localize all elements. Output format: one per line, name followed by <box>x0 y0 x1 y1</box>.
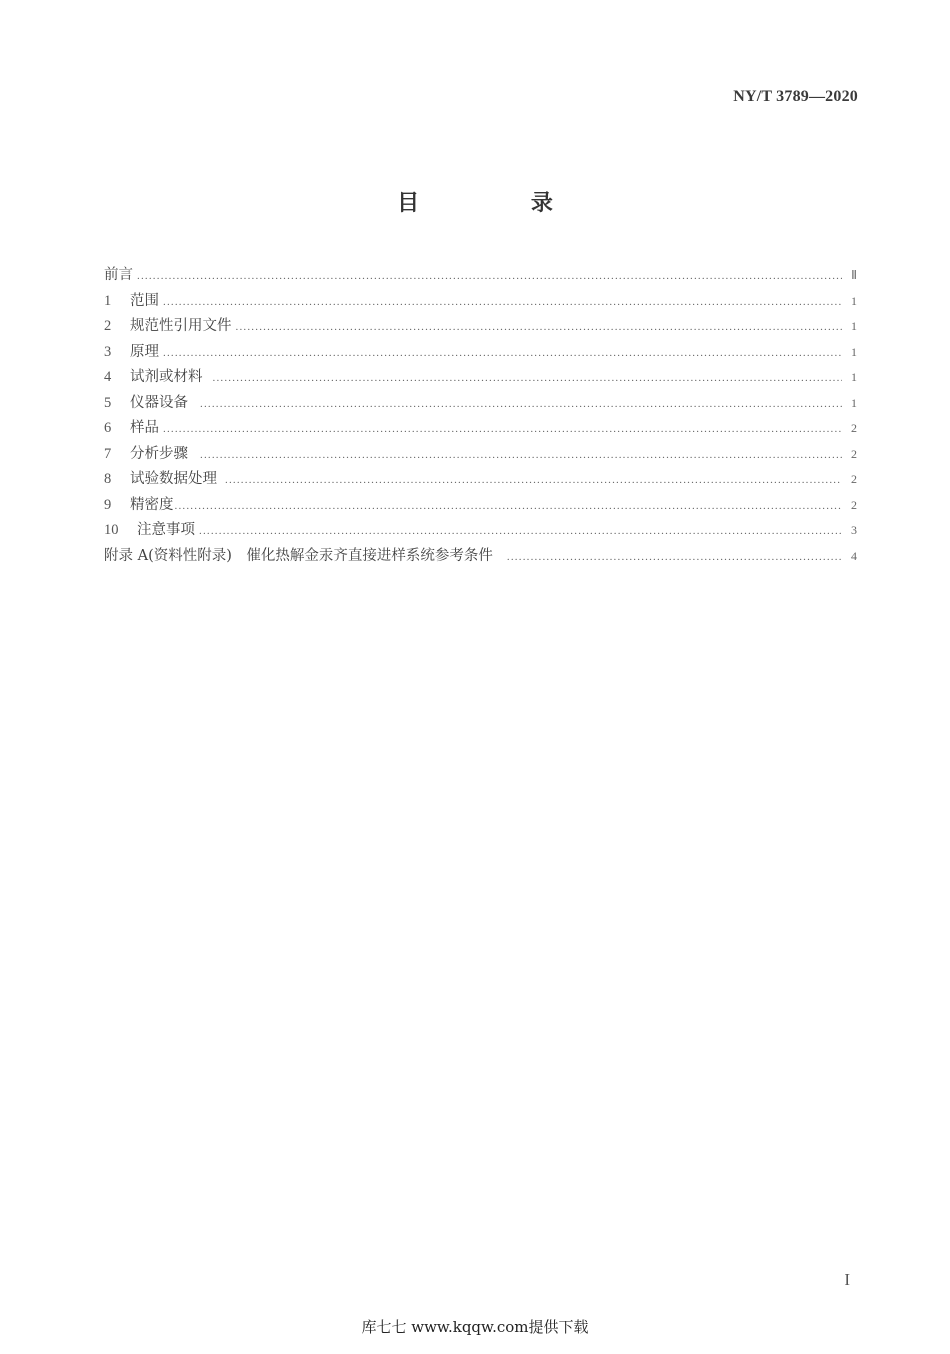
toc-entry-page: 2 <box>851 472 857 486</box>
toc-entry-number: 8 <box>104 471 112 487</box>
toc-title: 目 录 <box>397 191 605 216</box>
toc-entry-page: 1 <box>851 370 857 384</box>
table-of-contents <box>104 263 857 569</box>
toc-entry-10[interactable] <box>104 518 857 544</box>
toc-entry-label: 试剂或材料 <box>130 369 203 385</box>
toc-entry-page: 2 <box>851 421 857 435</box>
toc-leader-dots <box>507 545 842 571</box>
toc-entry-3[interactable] <box>104 340 857 366</box>
toc-entry-number: 3 <box>104 343 112 360</box>
toc-entry-page: 2 <box>851 497 857 512</box>
toc-entry-foreword[interactable] <box>104 263 857 289</box>
toc-leader-dots <box>213 366 843 392</box>
toc-leader-dots <box>199 519 842 545</box>
toc-entry-7[interactable] <box>104 442 857 468</box>
toc-leader-dots <box>200 392 842 418</box>
toc-entry-6[interactable] <box>104 416 857 442</box>
toc-entry-label: 分析步骤 <box>130 445 188 462</box>
toc-entry-number: 4 <box>104 369 112 385</box>
standard-number: NY/T 3789—2020 <box>733 88 858 105</box>
source-note: 库七七 www.kqqw.com提供下载 <box>361 1318 589 1336</box>
toc-entry-number: 1 <box>104 292 112 309</box>
toc-entry-page: Ⅱ <box>851 268 857 282</box>
toc-leader-dots <box>137 264 842 290</box>
toc-leader-dots <box>163 290 842 316</box>
toc-entry-page: 4 <box>851 548 857 563</box>
toc-entry-page: 1 <box>851 344 857 359</box>
toc-leader-dots <box>225 468 842 494</box>
toc-entry-appendix-a[interactable] <box>104 544 857 570</box>
toc-entry-number: 9 <box>104 496 112 513</box>
toc-entry-number: 10 <box>104 522 119 538</box>
toc-leader-dots <box>175 494 843 520</box>
toc-entry-page: 2 <box>851 446 857 461</box>
toc-entry-label: 试验数据处理 <box>130 471 217 487</box>
toc-entry-5[interactable] <box>104 391 857 417</box>
toc-entry-1[interactable] <box>104 289 857 315</box>
toc-entry-label: 规范性引用文件 <box>130 318 232 334</box>
toc-entry-page: 1 <box>851 395 857 410</box>
toc-entry-page: 1 <box>851 293 857 308</box>
toc-leader-dots <box>163 341 842 367</box>
toc-entry-label: 前言 <box>104 267 133 283</box>
toc-entry-label: 样品 <box>130 420 159 436</box>
toc-entry-number: 2 <box>104 318 112 334</box>
toc-leader-dots <box>236 315 843 341</box>
toc-entry-number: 6 <box>104 420 112 436</box>
toc-entry-number: 5 <box>104 394 112 411</box>
toc-entry-label: 仪器设备 <box>130 394 188 411</box>
toc-entry-9[interactable] <box>104 493 857 519</box>
toc-entry-page: 1 <box>851 319 857 333</box>
toc-entry-8[interactable] <box>104 467 857 493</box>
toc-entry-label: 精密度 <box>130 496 174 513</box>
toc-entry-label: 范围 <box>130 292 159 309</box>
toc-entry-label: 注意事项 <box>137 522 195 538</box>
toc-leader-dots <box>163 417 842 443</box>
toc-entry-page: 3 <box>851 523 857 537</box>
toc-entry-number: 7 <box>104 445 112 462</box>
toc-entry-label: 附录 A(资料性附录) 催化热解金汞齐直接进样系统参考条件 <box>104 547 493 564</box>
toc-entry-2[interactable] <box>104 314 857 340</box>
toc-entry-label: 原理 <box>130 343 159 360</box>
toc-leader-dots <box>200 443 842 469</box>
toc-entry-4[interactable] <box>104 365 857 391</box>
page-folio: I <box>844 1270 850 1289</box>
